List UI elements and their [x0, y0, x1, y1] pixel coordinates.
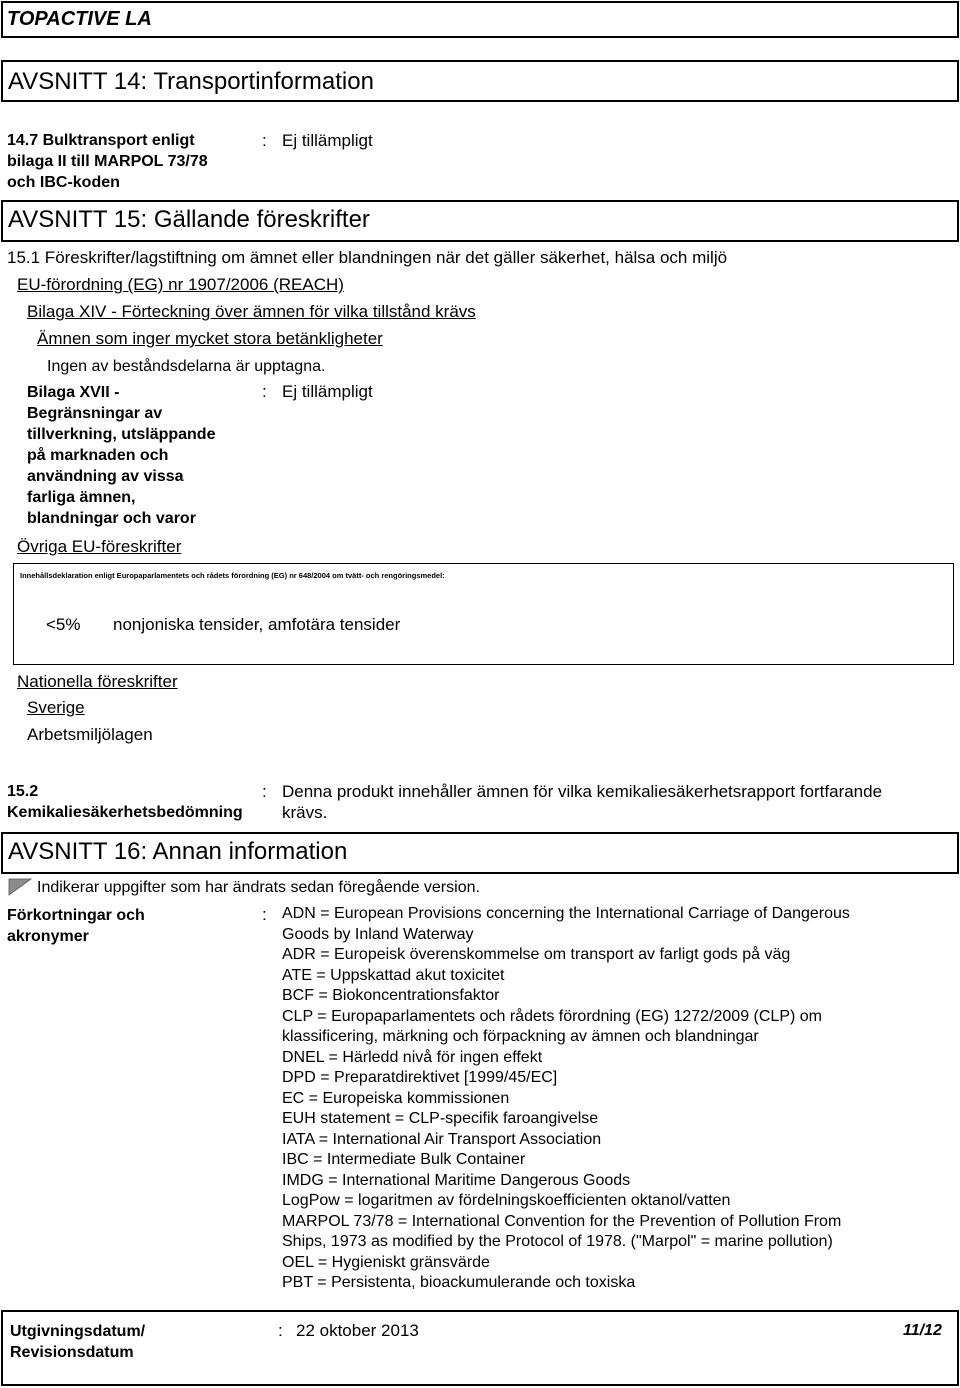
abbreviation-line: klassificering, märkning och förpackning av ämnen och blandningar — [282, 1028, 759, 1045]
section-16-title: AVSNITT 16: Annan information — [8, 838, 348, 865]
regulations-subheading: 15.1 Föreskrifter/lagstiftning om ämnet eller blandningen när det gäller säkerhet, hälsa och miljö — [7, 248, 728, 267]
annex-xvii-value: Ej tillämpligt — [282, 382, 373, 401]
abbreviation-line: Goods by Inland Waterway — [282, 925, 474, 943]
reach-heading: EU-förordning (EG) nr 1907/2006 (REACH) — [17, 275, 344, 294]
abbreviation-line: EC = Europeiska kommissionen — [282, 1089, 510, 1107]
other-eu-heading: Övriga EU-föreskrifter — [17, 537, 182, 556]
csa-value: Denna produkt innehåller ämnen för vilka kemikaliesäkerhetsrapport fortfarande krävs. — [282, 782, 883, 822]
detergent-declaration-title: Innehållsdeklaration enligt Europaparlamentets och rådets förordning (EG) nr 648/2004 om tvätt- och rengöringsmedel: — [20, 571, 445, 580]
bulk-transport-value: Ej tillämpligt — [282, 131, 373, 150]
footer-date-value: 22 oktober 2013 — [296, 1321, 419, 1340]
field-colon: : — [262, 905, 267, 924]
abbreviation-line: LogPow = logaritmen av fördelningskoefficienten oktanol/vatten — [282, 1192, 731, 1209]
annex-xiv-heading: Bilaga XIV - Förteckning över ämnen för vilka tillstånd krävs — [27, 302, 476, 321]
abbreviation-line: ADR = Europeisk överenskommelse om transport av farligt gods på väg — [282, 946, 791, 963]
abbreviation-line: MARPOL 73/78 = International Convention for the Prevention of Pollution From — [282, 1212, 842, 1230]
section-14-title: AVSNITT 14: Transportinformation — [8, 68, 374, 95]
section-15-title: AVSNITT 15: Gällande föreskrifter — [8, 206, 370, 233]
country-heading: Sverige — [27, 698, 85, 717]
abbreviation-line: EUH statement = CLP-specifik faroangivelse — [282, 1110, 599, 1127]
abbreviation-line: IATA = International Air Transport Association — [282, 1130, 602, 1148]
abbreviation-line: DNEL = Härledd nivå för ingen effekt — [282, 1048, 543, 1066]
abbreviations-list — [282, 904, 850, 1294]
abbreviation-line: IBC = Intermediate Bulk Container — [282, 1151, 526, 1168]
abbreviation-line: ADN = European Provisions concerning the International Carriage of Dangerous — [282, 905, 850, 922]
abbreviation-line: DPD = Preparatdirektivet [1999/45/EC] — [282, 1069, 558, 1086]
field-colon: : — [262, 382, 267, 401]
abbreviation-line: IMDG = International Maritime Dangerous Goods — [282, 1171, 631, 1189]
detergent-percentage: <5% — [46, 615, 81, 634]
field-colon: : — [262, 131, 267, 150]
abbreviation-line: CLP = Europaparlamentets och rådets förordning (EG) 1272/2009 (CLP) om — [282, 1007, 822, 1025]
changed-marker-icon — [8, 878, 32, 896]
bulk-transport-label: 14.7 Bulktransport enligt bilaga II till MARPOL 73/78 och IBC-koden — [7, 132, 208, 191]
footer-date-label: Utgivningsdatum/ Revisionsdatum — [10, 1323, 146, 1361]
svhc-value: Ingen av beståndsdelarna är upptagna. — [47, 358, 326, 375]
annex-xvii-label: Bilaga XVII - Begränsningar av tillverkning, utsläppande på marknaden och användning av vissa farliga ämnen, blandningar och varor — [27, 384, 216, 527]
field-colon: : — [262, 782, 267, 801]
field-colon: : — [278, 1321, 283, 1340]
svhc-heading: Ämnen som inger mycket stora betänkligheter — [37, 329, 383, 348]
abbreviation-line: PBT = Persistenta, bioackumulerande och toxiska — [282, 1274, 636, 1291]
abbreviation-line: OEL = Hygieniskt gränsvärde — [282, 1253, 490, 1271]
abbreviation-line: BCF = Biokoncentrationsfaktor — [282, 987, 500, 1004]
law-name: Arbetsmiljölagen — [27, 725, 153, 744]
changed-note: Indikerar uppgifter som har ändrats sedan föregående version. — [37, 879, 480, 896]
product-name: TOPACTIVE LA — [7, 8, 152, 30]
csa-label: 15.2 Kemikaliesäkerhetsbedömning — [7, 783, 243, 821]
abbreviation-line: ATE = Uppskattad akut toxicitet — [282, 966, 505, 984]
page-number: 11/12 — [903, 1322, 942, 1339]
national-heading: Nationella föreskrifter — [17, 672, 178, 691]
abbreviations-label: Förkortningar och akronymer — [7, 907, 145, 945]
detergent-description: nonjoniska tensider, amfotära tensider — [113, 615, 401, 634]
abbreviation-line: Ships, 1973 as modified by the Protocol of 1978. ("Marpol" = marine pollution) — [282, 1233, 833, 1250]
